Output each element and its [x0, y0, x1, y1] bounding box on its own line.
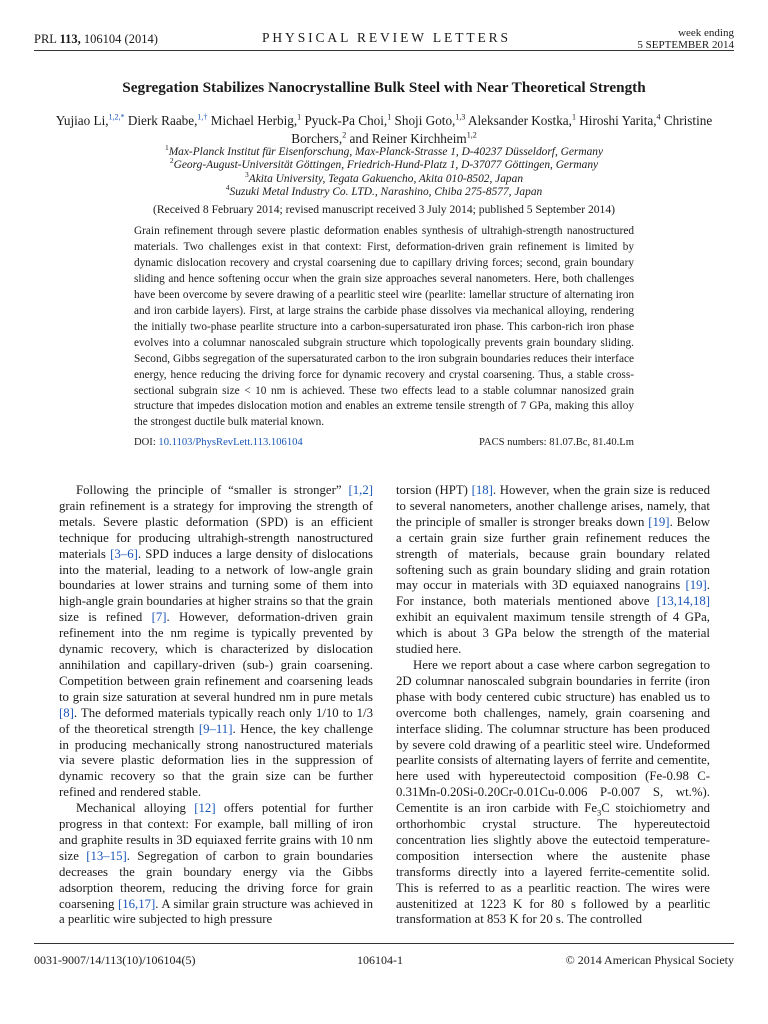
affiliation	[40, 170, 728, 186]
author-affiliation-mark: 2	[342, 130, 347, 140]
affiliation-text: Akita University, Tegata Gakuencho, Akita 010-8502, Japan	[248, 172, 524, 185]
author-affiliation-mark: 1,†	[197, 112, 208, 122]
doi: DOI: 10.1103/PhysRevLett.113.106104	[134, 437, 303, 448]
affiliation-number: 2	[169, 156, 174, 166]
copyright: © 2014 American Physical Society	[565, 953, 734, 967]
author	[395, 113, 466, 128]
body-paragraph: torsion (HPT) [18]. However, when the grain size is reduced to several nanometers, another challenge arises, namely, that the principle of smaller is stronger breaks down [19]. Below a certain grain size further grain refinement reduces the strength of materials, because grain boundary related softening such as grain boundary sliding and grain rotation may occur in materials with 3D equiaxed nanograins [19]. For instance, both materials mentioned above [13,14,18] exhibit an equivalent maximum tensile strength of 4 GPa, which is about 3 GPa below the strength of the material studied here.	[396, 483, 711, 657]
author	[128, 113, 208, 128]
citation-link[interactable]: [19]	[685, 578, 707, 593]
body-column-left	[59, 483, 373, 928]
author-affiliation-mark: 1	[387, 112, 392, 122]
author-name: Yujiao Li,	[55, 113, 109, 128]
journal-citation: PRL 113, 106104 (2014)	[34, 32, 158, 46]
issue-date-value: 5 SEPTEMBER 2014	[637, 39, 734, 51]
author	[468, 113, 576, 128]
citation-link[interactable]: [1,2]	[348, 483, 373, 497]
body-paragraph: Here we report about a case where carbon segregation to 2D columnar nanoscaled subgrain boundaries in ferrite (iron phase with body centered cubic structure) has enabled us to overcome both challenges, namely, grain coarsening and interface sliding. The columnar structure has been produced by severe cold drawing of a pearlitic steel wire. Undeformed pearlite consists of alternating layers of ferrite and cementite, here used with hypereutectoid composition (Fe-0.98 C-0.31Mn-0.20Si-0.20Cr-0.01Cu-0.006 P-0.007 S, wt.%). Cementite is an iron carbide with $Fe_3C$ stoichiometry and orthorhombic crystal structure. The hypereutectoid concentration lies slightly above the eutectoid temperature-composition intersection where the austenite phase transforms directly into a layered ferrite-cementite solid. This is referred to as a pearlitic reaction. The wires were austenitized at 1223 K for 80 s followed by a pearlitic transformation at 853 K for 20 s. The controlled	[396, 657, 710, 927]
citation-link[interactable]: [19]	[648, 514, 670, 529]
body-paragraph: Following the principle of “smaller is stronger” [1,2] grain refinement is a strategy for improving the strength of metals. Severe plastic deformation (SPD) is an efficient technique for producing ultrahigh-strength nanostructured materials [3–6]. SPD induces a large density of dislocations into the material, leading to a network of low-angle grain boundaries at lower strains and turning some of them into high-angle grain boundaries at higher strains so that the grain size is refined [7]. However, deformation-driven grain refinement into the nm regime is typically prevented by dynamic recovery, which is characterized by dislocation annihilation and capillary-driven (sub-) grain coarsening. Competition between grain refinement and coarsening leads to grain size saturation at several hundred nm in pure metals [8]. The deformed materials typically reach only 1/10 to 1/3 of the theoretical strength [9–11]. Hence, the key challenge in producing mechanically strong nanostructured materials via severe plastic deformation lies in the suppression of dynamic recovery so that the grain size can be further refined and rendered stable.	[59, 483, 373, 800]
journal-name: PHYSICAL REVIEW LETTERS	[262, 30, 511, 45]
affiliation-text: Georg-August-Universität Göttingen, Friedrich-Hund-Platz 1, D-37077 Göttingen, Germany	[173, 159, 599, 172]
affiliation	[40, 156, 728, 172]
author	[579, 113, 660, 128]
affiliation-number: 3	[244, 170, 249, 180]
author	[211, 113, 301, 128]
author-name: Aleksander Kostka,	[467, 113, 572, 128]
affiliation	[40, 183, 728, 199]
author	[56, 113, 125, 128]
author-name: Dierk Raabe,	[127, 113, 198, 128]
header-rule	[34, 50, 734, 51]
author-affiliation-mark: 1	[571, 112, 576, 122]
page-number: 106104-1	[357, 953, 403, 967]
author-name: Shoji Goto,	[394, 113, 456, 128]
abstract: Grain refinement through severe plastic deformation enables synthesis of ultrahigh-strength nanostructured materials. Two challenges exist in that context: First, deformation-driven grain refinement is limited by dynamic dislocation recovery and crystal coarsening due to capillary driving forces; second, grain boundary sliding and hence softening occur when the grain size approaches several nanometers. Here, both challenges have been overcome by severe drawing of a pearlitic steel wire (pearlite: lamellar structure of alternating iron and iron carbide layers). First, at large strains the carbide phase dissolves via mechanical alloying, rendering the initially two-phase pearlite structure into a carbon-supersaturated iron phase. This carbon-rich iron phase evolves into a columnar nanoscaled subgrain structure which topologically prevents grain boundary sliding. Second, Gibbs segregation of the supersaturated carbon to the iron subgrain boundaries reduces their interface energy, hence reducing the driving force for dynamic recovery and crystal coarsening. Thus, a stable cross-sectional subgrain size < 10 nm is achieved. These two effects lead to a stable columnar nanosized grain structure that impedes dislocation motion and enables an extreme tensile strength of 7 GPa, making this alloy the strongest ductile bulk material known.	[134, 225, 634, 429]
citation-link[interactable]: [12]	[194, 801, 216, 816]
affiliation-text: Suzuki Metal Industry Co. LTD., Narashino, Chiba 275-8577, Japan	[229, 186, 543, 199]
body-paragraph: Mechanical alloying [12] offers potential for further progress in that context: For example, ball milling of iron and graphite results in 3D equiaxed ferrite grains with 10 nm size [13–15]. Segregation of carbon to grain boundaries decreases the grain boundary energy via the Gibbs adsorption theorem, reducing the driving force for grain coarsening [16,17]. A similar grain structure was achieved in a pearlitic wire subjected to high pressure	[59, 801, 373, 927]
author-name: Hiroshi Yarita,	[579, 113, 657, 128]
author-name: Pyuck-Pa Choi,	[304, 113, 388, 128]
author-name: Christine Borchers,	[291, 113, 713, 146]
affiliation-list	[40, 143, 728, 200]
received-dates: (Received 8 February 2014; revised manuscript received 3 July 2014; published 5 September 2014)	[152, 203, 616, 216]
citation-link[interactable]: [8]	[59, 705, 74, 720]
author-affiliation-mark: 1,2	[466, 130, 477, 140]
pacs-numbers: PACS numbers: 81.07.Bc, 81.40.Lm	[479, 437, 634, 448]
affiliation	[40, 143, 728, 159]
footer-rule	[34, 943, 734, 944]
author-name: and Reiner Kirchheim	[349, 131, 467, 146]
footer-code: 0031-9007/14/113(10)/106104(5)	[34, 953, 196, 967]
citation-link[interactable]: [13,14,18]	[656, 594, 710, 609]
subscript: 3	[597, 807, 602, 818]
author-affiliation-mark: 1,2,*	[108, 112, 125, 122]
citation-link[interactable]: [3–6]	[110, 546, 138, 561]
author	[304, 113, 391, 128]
affiliation-text: Max-Planck Institut für Eisenforschung, Max-Planck-Strasse 1, D-40237 Düsseldorf, Germany	[168, 146, 604, 158]
citation-link[interactable]: [13–15]	[86, 848, 127, 863]
week-ending-label: week ending	[678, 27, 734, 39]
author-affiliation-mark: 1	[297, 112, 302, 122]
affiliation-number: 4	[225, 183, 230, 193]
author-affiliation-mark: 4	[656, 112, 661, 122]
doi-link[interactable]: 10.1103/PhysRevLett.113.106104	[158, 437, 303, 448]
author-affiliation-mark: 1,3	[455, 112, 466, 122]
author	[350, 131, 477, 146]
citation-link[interactable]: [16,17]	[117, 896, 156, 911]
affiliation-number: 1	[164, 143, 169, 153]
author-list	[44, 112, 724, 148]
body-column-right	[396, 483, 710, 928]
citation-link[interactable]: [9–11]	[198, 721, 233, 736]
citation-link[interactable]: [7]	[151, 610, 167, 625]
citation-link[interactable]: [18]	[471, 483, 493, 497]
author-name: Michael Herbig,	[210, 113, 298, 128]
article-title: Segregation Stabilizes Nanocrystalline Bulk Steel with Near Theoretical Strength	[122, 79, 646, 96]
issue-date	[637, 27, 734, 51]
